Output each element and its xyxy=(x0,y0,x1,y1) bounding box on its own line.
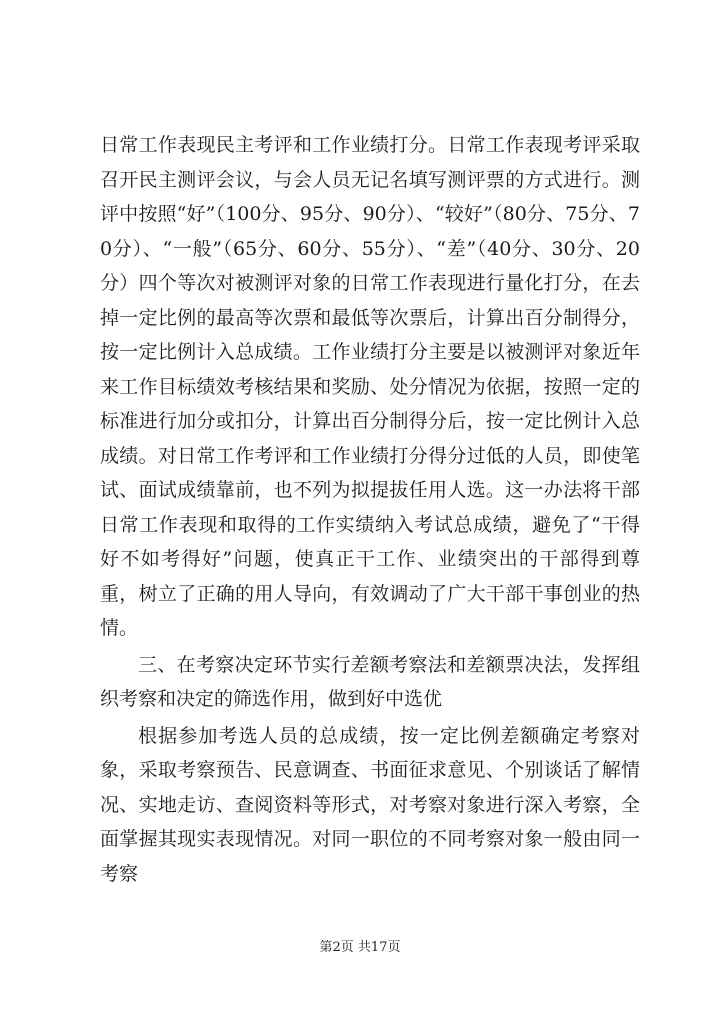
page-number-footer: 第2页 共17页 xyxy=(319,940,401,955)
paragraph-inspection: 根据参加考选人员的总成绩，按一定比例差额确定考察对象，采取考察预告、民意调查、书面征求意见、个别谈话了解情况、实地走访、查阅资料等形式，对考察对象进行深入考察，全面掌握其现实表现情况。对同一职位的不同考察对象一般由同一考察 xyxy=(100,724,640,885)
section-heading-three: 三、在考察决定环节实行差额考察法和差额票决法，发挥组织考察和决定的筛选作用，做到好中选优 xyxy=(100,653,640,710)
paragraph-evaluation-scoring: 日常工作表现民主考评和工作业绩打分。日常工作表现考评采取召开民主测评会议，与会人员无记名填写测评票的方式进行。测评中按照“好”（100分、95分、90分）、“较好”（80分、75分、70分）、“一般”（65分、60分、55分）、“差”（40分、30分、20分）四个等次对被测评对象的日常工作表现进行量化打分，在去掉一定比例的最高等次票和最低等次票后，计算出百分制得分，按一定比例计入总成绩。工作业绩打分主要是以被测评对象近年来工作目标绩效考核结果和奖励、处分情况为依据，按照一定的标准进行加分或扣分，计算出百分制得分后，按一定比例计入总成绩。对日常工作考评和工作业绩打分得分过低的人员，即使笔试、面试成绩靠前，也不列为拟提拔任用人选。这一办法将干部日常工作表现和取得的工作实绩纳入考试总成绩，避免了“干得好不如考得好”问题，使真正干工作、业绩突出的干部得到尊重，树立了正确的用人导向，有效调动了广大干部干事创业的热情。 xyxy=(100,134,640,639)
document-body xyxy=(100,128,640,891)
